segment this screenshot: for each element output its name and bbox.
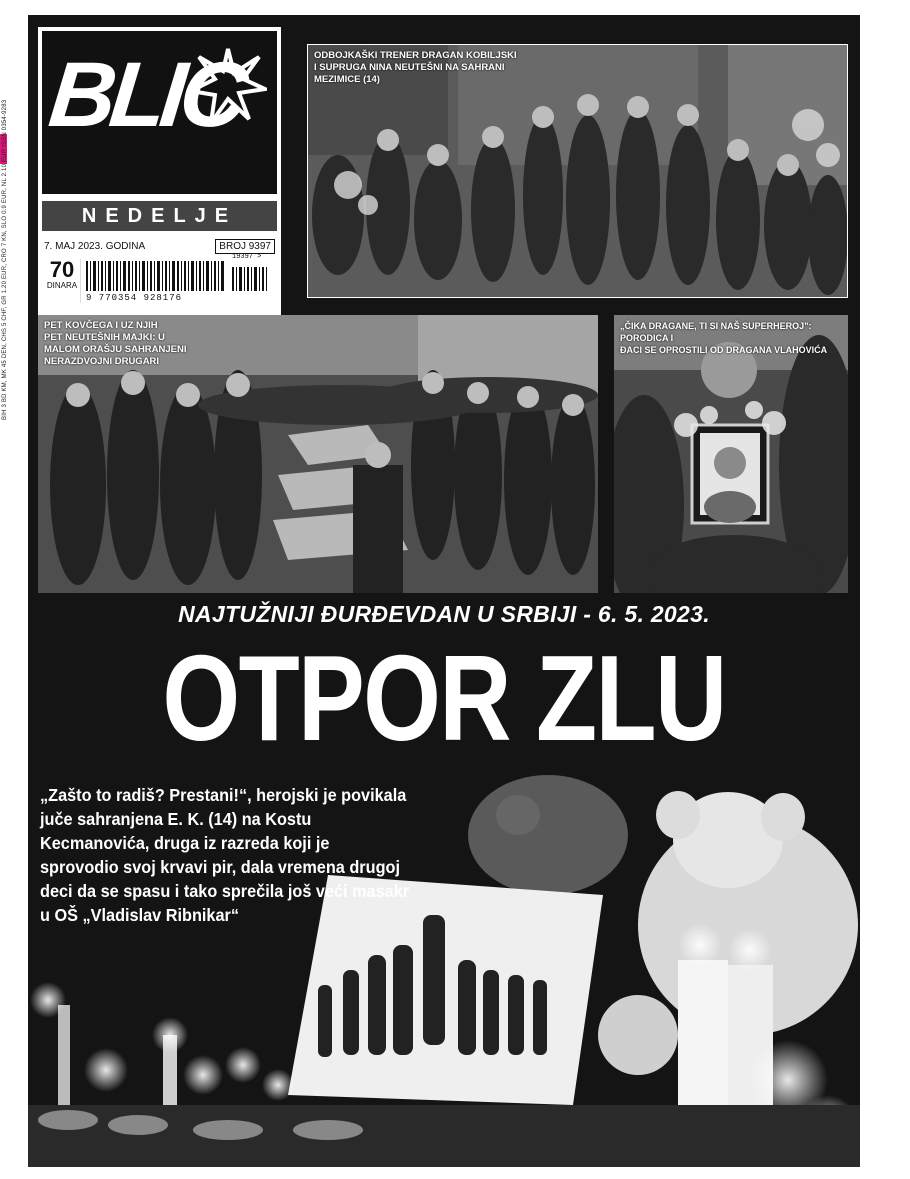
burst-star-icon bbox=[189, 47, 267, 125]
supplement-barcode-icon bbox=[232, 261, 272, 291]
masthead bbox=[38, 27, 281, 317]
barcode-number: 9 770354 928176 bbox=[86, 293, 183, 303]
price-currency: DINARA bbox=[46, 281, 78, 290]
foreign-price-strip bbox=[0, 99, 22, 420]
blic-logo bbox=[42, 31, 277, 194]
logo-text: BLIC bbox=[44, 44, 247, 146]
photo-top-caption: ODBOJKAŠKI TRENER DRAGAN KOBILJSKI I SUPRUGA NINA NEUTEŠNI NA SAHRANI MEZIMICE (14) bbox=[314, 50, 517, 85]
main-headline: OTPOR ZLU bbox=[162, 630, 726, 766]
photo-right-caption: „ČIKA DRAGANE, TI SI NAŠ SUPERHEROJ": PORODICA I ĐACI SE OPROSTILI OD DRAGANA VLAHOVIĆA bbox=[620, 321, 828, 355]
photo-left-caption: PET KOVČEGA I UZ NJIH PET NEUTEŠNIH MAJKI: U MALOM ORAŠJU SAHRANJENI NERAZDVOJNI DRUGARI bbox=[44, 320, 187, 367]
issue-date: 7. MAJ 2023. GODINA bbox=[44, 240, 146, 252]
photo-vlahovic-portrait-image bbox=[614, 315, 848, 593]
photo-vlahovic-portrait bbox=[614, 315, 848, 593]
photo-five-coffins bbox=[38, 315, 598, 593]
barcode-supplement-number: 19397 > bbox=[232, 253, 262, 261]
issue-number: BROJ 9397 bbox=[215, 239, 275, 254]
photo-funeral-kobiljski bbox=[307, 44, 848, 298]
kicker-headline: NAJTUŽNIJI ĐURĐEVDAN U SRBIJI - 6. 5. 2023. bbox=[178, 601, 710, 627]
price-block bbox=[44, 259, 81, 303]
barcode-icon bbox=[86, 261, 226, 291]
newspaper-front-page bbox=[28, 15, 860, 1167]
lead-paragraph: „Zašto to radiš? Prestani!“, herojski je povikala juče sahranjena E. K. (14) na Kostu Kecmanovića, druga iz razreda koji je sprovodio svoj krvavi pir, dala vremena drugoj deci da se spasu i tako sprečila još veći masakr u OŠ „Vladislav Ribnikar“ bbox=[40, 785, 410, 925]
edition-bar bbox=[42, 201, 277, 231]
edition-label: NEDELJE bbox=[81, 204, 238, 227]
price-value: 70 bbox=[49, 257, 75, 282]
foreign-price-text: BIH 3 BD KM, MK 45 DEN, CHS 5 CHF, GR 1.20 EUR, CRO 7 KN, SLO 0.9 EUR, NL 2.10 EUR ISSN 0354-9283 bbox=[2, 99, 8, 420]
